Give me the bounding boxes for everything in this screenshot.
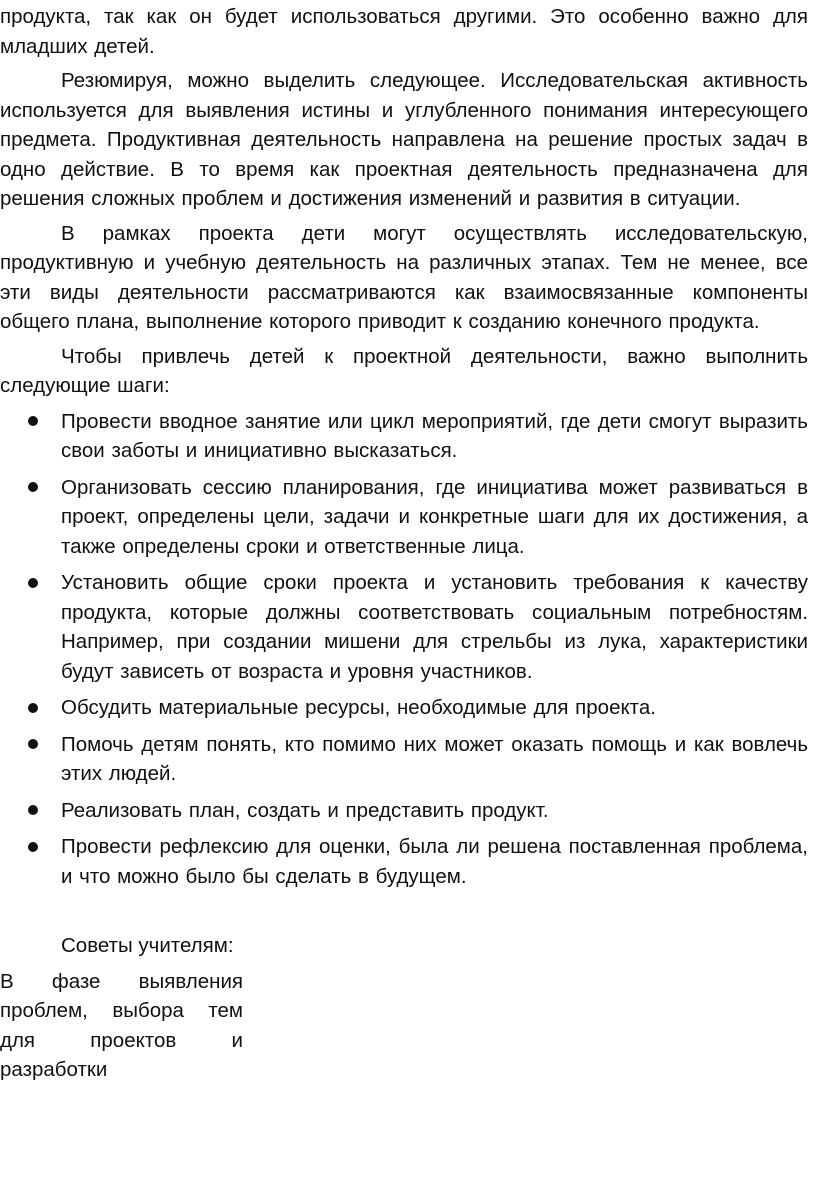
list-item [0, 473, 816, 562]
list-item-text: Установить общие сроки проекта и установить требования к качеству продукта, которые должны соответствовать социальным потребностям. Например, при создании мишени для стрельбы из лука, характеристики будут зависеть от возраста и уровня участников. [61, 571, 808, 683]
bullet-icon [26, 796, 40, 826]
bullet-icon [26, 407, 40, 437]
list-item [0, 407, 816, 466]
list-item-text: Провести вводное занятие или цикл мероприятий, где дети смогут выразить свои заботы и инициативно высказаться. [61, 409, 808, 462]
list-item-text: Помочь детям понять, кто помимо них может оказать помощь и как вовлечь этих людей. [61, 732, 808, 785]
list-item [0, 730, 816, 789]
tips-text: В фазе выявления проблем, выбора тем для проектов и разработки [0, 969, 243, 1081]
bullet-icon [26, 832, 40, 862]
paragraph-steps-intro: Чтобы привлечь детей к проектной деятельности, важно выполнить следующие шаги: [0, 344, 808, 397]
paragraph-continuation: продукта, так как он будет использоваться другими. Это особенно важно для младших детей. [0, 5, 808, 58]
list-item-text: Провести рефлексию для оценки, была ли решена поставленная проблема, и что можно было бы сделать в будущем. [61, 835, 808, 888]
bullet-icon [26, 568, 40, 598]
bullet-icon [26, 473, 40, 503]
list-item [0, 796, 816, 826]
paragraph-project-framework: В рамках проекта дети могут осуществлять исследовательскую, продуктивную и учебную деятельность на различных этапах. Тем не менее, все эти виды деятельности рассматриваются как взаимосвязанные компоненты общего плана, выполнение которого приводит к созданию конечного продукта. [0, 221, 808, 333]
tips-heading: Советы учителям: [61, 934, 234, 957]
list-item [0, 693, 816, 723]
list-item-text: Реализовать план, создать и представить продукт. [61, 798, 549, 822]
list-item [0, 568, 816, 686]
paragraph-summary: Резюмируя, можно выделить следующее. Исследовательская активность используется для выявления истины и углубленного понимания интересующего предмета. Продуктивная деятельность направлена на решение простых задач в одно действие. В то время как проектная деятельность предназначена для решения сложных проблем и достижения изменений и развития в ситуации. [0, 69, 808, 210]
bullet-icon [26, 693, 40, 723]
list-item-text: Обсудить материальные ресурсы, необходимые для проекта. [61, 696, 656, 719]
list-item [0, 832, 816, 891]
bullet-icon [26, 730, 40, 760]
list-item-text: Организовать сессию планирования, где инициатива может развиваться в проект, определены цели, задачи и конкретные шаги для их достижения, а также определены сроки и ответственные лица. [61, 475, 808, 558]
steps-list [0, 407, 816, 892]
